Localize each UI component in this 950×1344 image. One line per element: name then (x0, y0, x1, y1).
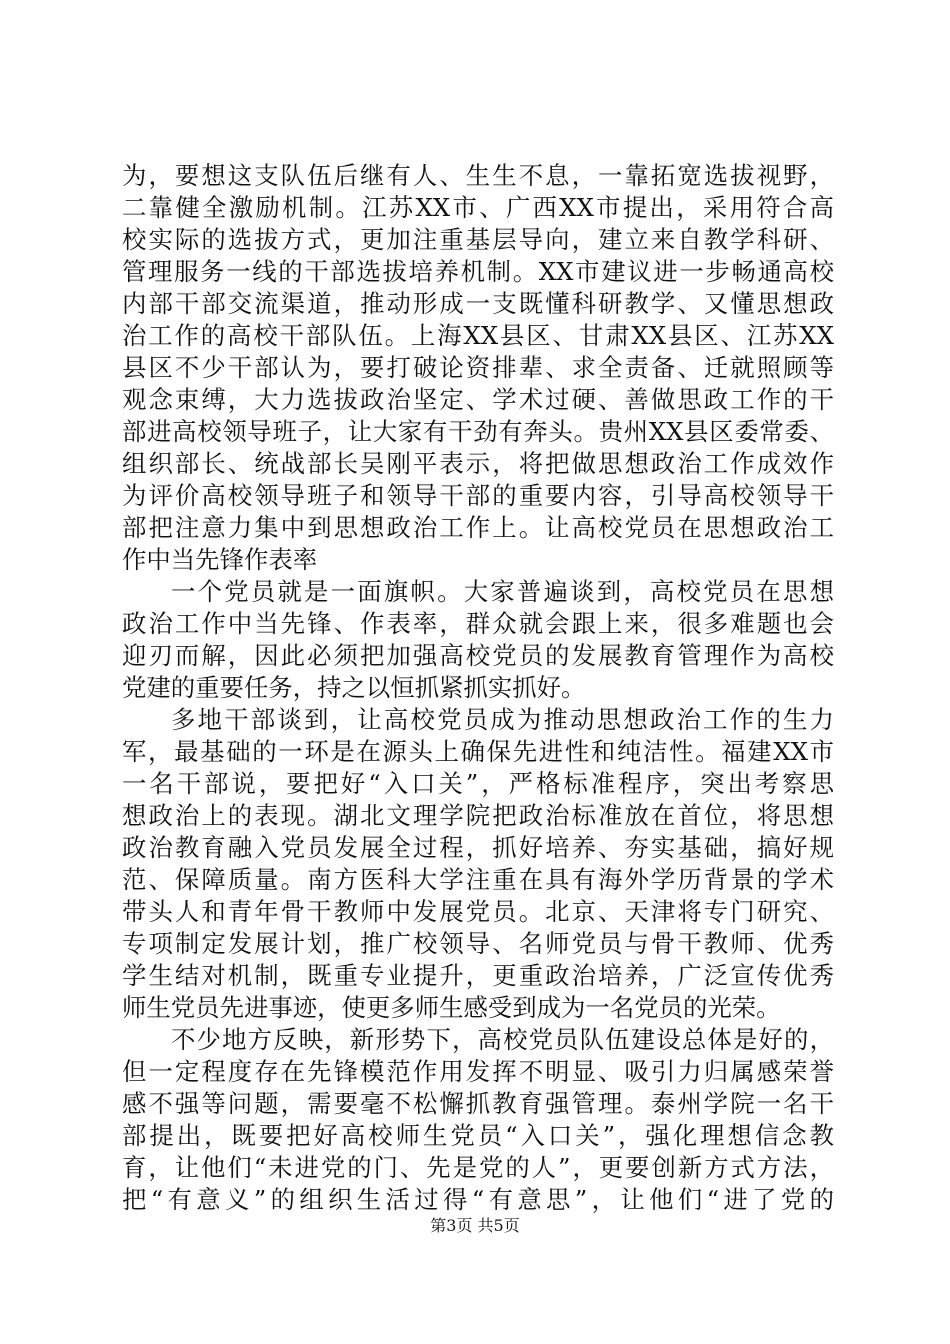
body-text-line: 想政治上的表现。湖北文理学院把政治标准放在首位，将思想 (122, 801, 834, 830)
body-text-line: 组织部长、统战部长吴刚平表示，将把做思想政治工作成效作 (122, 449, 834, 478)
body-text-line: 治工作的高校干部队伍。上海XX县区、甘肃XX县区、江苏XX (122, 321, 834, 350)
body-text-line: 专项制定发展计划，推广校领导、名师党员与骨干教师、优秀 (122, 929, 834, 958)
body-text-line: 师生党员先进事迹，使更多师生感受到成为一名党员的光荣。 (122, 993, 781, 1022)
body-text-line: 范、保障质量。南方医科大学注重在具有海外学历背景的学术 (122, 865, 834, 894)
body-text-line: 县区不少干部认为，要打破论资排辈、求全责备、迁就照顾等 (122, 353, 834, 382)
body-text-line: 观念束缚，大力选拔政治坚定、学术过硬、善做思政工作的干 (122, 385, 834, 414)
body-text-line: 育，让他们“未进党的门、先是党的人”，更要创新方式方法， (122, 1153, 834, 1182)
body-text-line: 迎刃而解，因此必须把加强高校党员的发展教育管理作为高校 (122, 641, 834, 670)
body-text-line: 感不强等问题，需要毫不松懈抓教育强管理。泰州学院一名干 (122, 1089, 834, 1118)
body-text-line: 内部干部交流渠道，推动形成一支既懂科研教学、又懂思想政 (122, 289, 834, 318)
paragraph-first-line: 不少地方反映，新形势下，高校党员队伍建设总体是好的， (171, 1025, 834, 1054)
body-text-line: 学生结对机制，既重专业提升，更重政治培养，广泛宣传优秀 (122, 961, 834, 990)
body-text-line: 政治教育融入党员发展全过程，抓好培养、夯实基础，搞好规 (122, 833, 834, 862)
body-text-line: 二靠健全激励机制。江苏XX市、广西XX市提出，采用符合高 (122, 193, 834, 222)
body-text-line: 一名干部说，要把好“入口关”，严格标准程序，突出考察思 (122, 769, 834, 798)
paragraph-first-line: 一个党员就是一面旗帜。大家普遍谈到，高校党员在思想 (171, 577, 834, 606)
document-body (122, 160, 834, 1216)
body-text-line: 部进高校领导班子，让大家有干劲有奔头。贵州XX县区委常委、 (122, 417, 834, 446)
body-text-line: 为，要想这支队伍后继有人、生生不息，一靠拓宽选拔视野， (122, 161, 834, 190)
page-number-footer: 第3页 共5页 (430, 1216, 520, 1235)
body-text-line: 为评价高校领导班子和领导干部的重要内容，引导高校领导干 (122, 481, 834, 510)
body-text-line: 部把注意力集中到思想政治工作上。让高校党员在思想政治工 (122, 513, 834, 542)
body-text-line: 部提出，既要把好高校师生党员“入口关”，强化理想信念教 (122, 1121, 834, 1150)
paragraph-first-line: 多地干部谈到，让高校党员成为推动思想政治工作的生力 (171, 705, 834, 734)
body-text-line: 校实际的选拔方式，更加注重基层导向，建立来自教学科研、 (122, 225, 834, 254)
section-heading-line: 作中当先锋作表率 (122, 545, 318, 574)
body-text-line: 但一定程度存在先锋模范作用发挥不明显、吸引力归属感荣誉 (122, 1057, 834, 1086)
body-text-line: 把“有意义”的组织生活过得“有意思”，让他们“进了党的 (122, 1185, 834, 1214)
body-text-line: 带头人和青年骨干教师中发展党员。北京、天津将专门研究、 (122, 897, 834, 926)
body-text-line: 政治工作中当先锋、作表率，群众就会跟上来，很多难题也会 (122, 609, 834, 638)
body-text-line: 党建的重要任务，持之以恒抓紧抓实抓好。 (122, 673, 586, 702)
body-text-line: 管理服务一线的干部选拔培养机制。XX市建议进一步畅通高校 (122, 257, 834, 286)
body-text-line: 军，最基础的一环是在源头上确保先进性和纯洁性。福建XX市 (122, 737, 834, 766)
